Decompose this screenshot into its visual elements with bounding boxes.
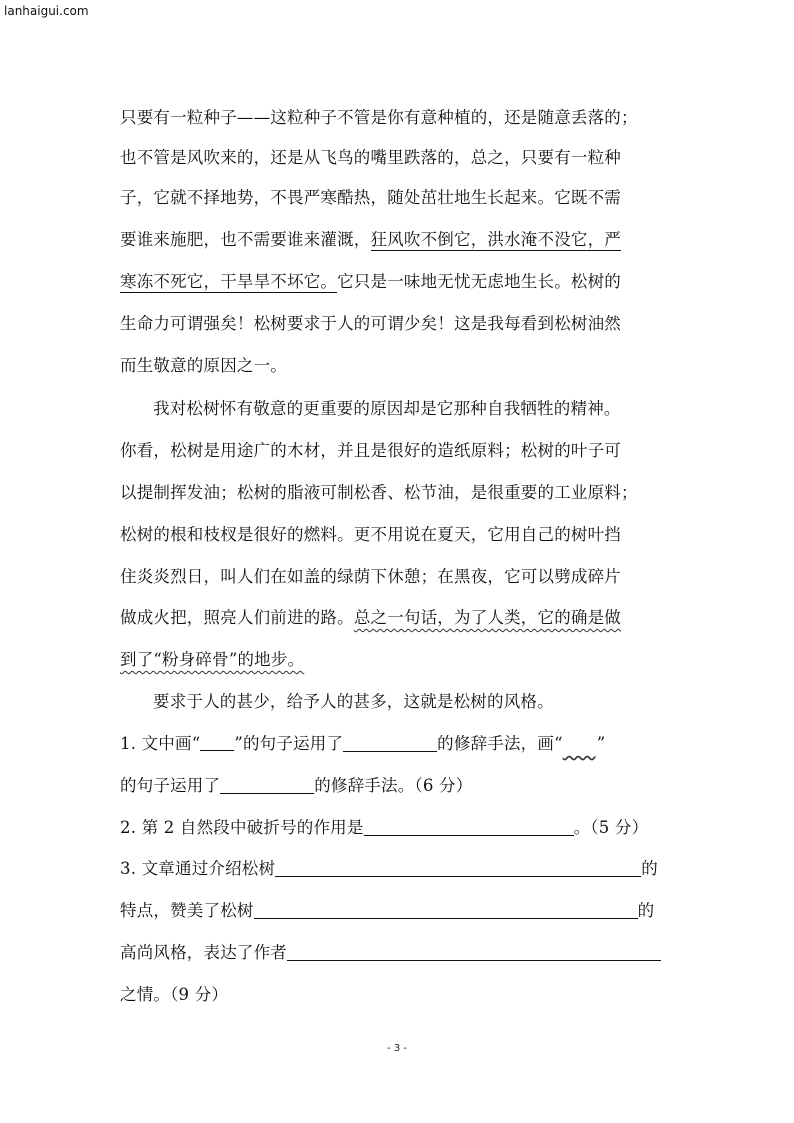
paragraph-1-line-7: 而生敬意的原因之一。 xyxy=(120,356,287,375)
paragraph-2-line-1: 我对松树怀有敬意的更重要的原因却是它那种自我牺牲的精神。 xyxy=(153,399,621,418)
question-text: 1. 文中画“ xyxy=(120,734,201,753)
single-line-mark xyxy=(200,734,234,751)
question-text: 的 xyxy=(641,859,658,878)
paragraph-1-line-6: 生命力可谓强矣！松树要求于人的可谓少矣！这是我每看到松树油然 xyxy=(120,314,621,333)
paragraph-1-line-4 xyxy=(120,228,680,252)
page-number: - 3 - xyxy=(387,1043,407,1054)
underlined-sentence-part-2: 寒冻不死它，干旱旱不坏它。 xyxy=(120,272,338,291)
answer-blank-4[interactable] xyxy=(275,858,641,877)
site-watermark: lanhaigui.com xyxy=(4,4,89,18)
plain-text: 它只是一味地无忧无虑地生长。松树的 xyxy=(337,272,622,291)
question-text: 的修辞手法。（6 分） xyxy=(314,776,473,795)
wavy-underlined-sentence-part-1: 总之一句话，为了人类，它的确是做 xyxy=(353,608,622,627)
plain-text: 做成火把，照亮人们前进的路。 xyxy=(120,608,354,627)
paragraph-2-line-5: 住炎炎烈日，叫人们在如盖的绿荫下休憩；在黑夜，它可以劈成碎片 xyxy=(120,567,621,586)
question-1-line-1 xyxy=(120,732,680,756)
question-3-line-4: 之情。（9 分） xyxy=(120,985,229,1004)
paragraph-2-line-3: 以提制挥发油；松树的脂液可制松香、松节油，是很重要的工业原料； xyxy=(120,483,638,502)
question-text: 的句子运用了 xyxy=(120,776,221,795)
paragraph-2-line-7 xyxy=(120,648,680,672)
wavy-underlined-sentence-part-2: 到了“粉身碎骨”的地步。 xyxy=(120,650,305,669)
question-text: ” xyxy=(596,734,606,753)
question-2 xyxy=(120,816,680,840)
paragraph-2-line-6 xyxy=(120,606,680,630)
answer-blank-6[interactable] xyxy=(287,942,661,961)
question-text: ”的句子运用了 xyxy=(234,734,344,753)
paragraph-1-line-1: 只要有一粒种子——这粒种子不管是你有意种植的，还是随意丢落的； xyxy=(120,108,638,127)
paragraph-1-line-2: 也不管是风吹来的，还是从飞鸟的嘴里跌落的，总之，只要有一粒种 xyxy=(120,148,621,167)
question-text: 3. 文章通过介绍松树 xyxy=(120,859,276,878)
question-3-line-1 xyxy=(120,857,680,881)
underlined-sentence-part-1: 狂风吹不倒它，洪水淹不没它，严 xyxy=(370,230,621,249)
paragraph-1-line-5 xyxy=(120,270,680,294)
answer-blank-1[interactable] xyxy=(343,733,437,752)
question-text: 特点，赞美了松树 xyxy=(120,901,254,920)
plain-text: 要谁来施肥，也不需要谁来灌溉， xyxy=(120,230,371,249)
paragraph-2-line-4: 松树的根和枝杈是很好的燃料。更不用说在夏天，它用自己的树叶挡 xyxy=(120,525,621,544)
answer-blank-3[interactable] xyxy=(364,817,574,836)
question-text: 高尚风格，表达了作者 xyxy=(120,943,287,962)
question-text: 。（5 分） xyxy=(573,818,649,837)
question-1-line-2 xyxy=(120,774,680,798)
question-3-line-2 xyxy=(120,899,680,923)
answer-blank-5[interactable] xyxy=(254,900,638,919)
question-text: 的修辞手法，画“ xyxy=(437,734,563,753)
wavy-line-mark xyxy=(563,734,597,750)
paragraph-1-line-3: 子，它就不择地势，不畏严寒酷热，随处茁壮地生长起来。它既不需 xyxy=(120,188,621,207)
question-text: 的 xyxy=(637,901,655,920)
question-text: 2. 第 2 自然段中破折号的作用是 xyxy=(120,818,364,837)
question-3-line-3 xyxy=(120,941,680,965)
answer-blank-2[interactable] xyxy=(220,775,314,794)
paragraph-2-line-2: 你看，松树是用途广的木材，并且是很好的造纸原料；松树的叶子可 xyxy=(120,441,621,460)
paragraph-3: 要求于人的甚少，给予人的甚多，这就是松树的风格。 xyxy=(153,692,554,711)
